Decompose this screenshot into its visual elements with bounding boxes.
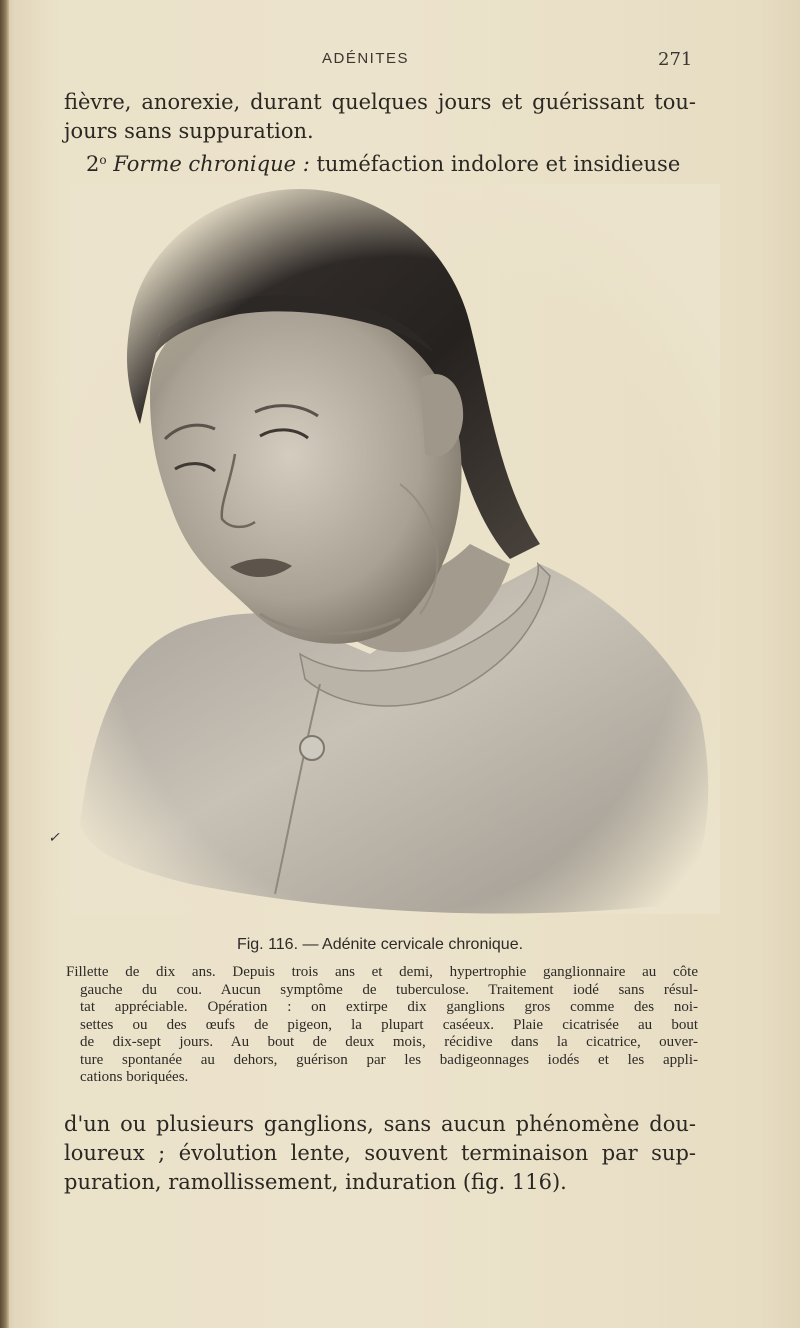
ordinal-marker: o — [99, 153, 107, 167]
caption-text: Fig. 116. — Adénite cervicale chronique. — [236, 936, 524, 953]
text-line: loureux ; évolution lente, souvent terminaison par sup- — [64, 1141, 696, 1165]
figure-caption — [0, 936, 760, 954]
page-number: 271 — [658, 49, 693, 70]
text-line: fièvre, anorexie, durant quelques jours et guérissant tou- — [64, 90, 696, 114]
legend-line: settes ou des œufs de pigeon, la plupart caséeux. Plaie cicatrisée au bout — [80, 1016, 698, 1033]
section-heading-line — [64, 146, 696, 179]
book-spine — [0, 0, 9, 1328]
text-line: jours sans suppuration. — [64, 119, 314, 143]
section-number: 2 — [86, 152, 100, 176]
section-title: Forme chronique : — [113, 152, 310, 176]
engraver-mark: ✓ — [48, 830, 60, 846]
running-title: ADÉNITES — [322, 50, 410, 67]
text-line: puration, ramollissement, induration (fig. 116). — [64, 1170, 567, 1194]
legend-line: Fillette de dix ans. Depuis trois ans et demi, hypertrophie ganglionnaire au côte — [66, 964, 698, 980]
text-line: d'un ou plusieurs ganglions, sans aucun phénomène dou- — [64, 1112, 696, 1136]
bottom-paragraph — [64, 1110, 696, 1197]
top-paragraph — [64, 88, 696, 179]
portrait-illustration — [70, 184, 720, 914]
legend-line: cations boriquées. — [80, 1069, 189, 1085]
section-text: tuméfaction indolore et insidieuse — [316, 152, 681, 176]
figure-legend — [66, 964, 698, 1087]
legend-line: ture spontanée au dehors, guérison par les badigeonnages iodés et les appli- — [80, 1051, 698, 1068]
legend-line: de dix-sept jours. Au bout de deux mois, récidive dans la cicatrice, ouver- — [80, 1034, 698, 1050]
running-head — [0, 50, 800, 72]
legend-line: tat appréciable. Opération : on extirpe dix ganglions gros comme des noi- — [80, 999, 698, 1015]
legend-line: gauche du cou. Aucun symptôme de tuberculose. Traitement iodé sans résul- — [80, 981, 698, 998]
figure-photograph — [70, 184, 720, 914]
